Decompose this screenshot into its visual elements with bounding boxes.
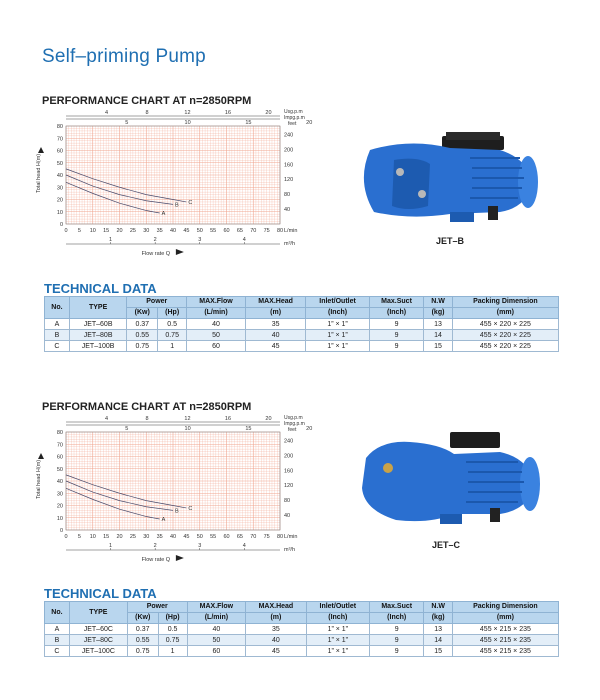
cell-flow: 50 [187,635,246,646]
cell-kw: 0.37 [127,319,158,330]
cell-no: B [45,635,70,646]
feet-tick-label: 200 [284,453,294,460]
feet-tick-label: 80 [284,192,291,199]
usg-tick-label: 8 [145,416,149,422]
x-tick-label: 25 [129,228,136,234]
performance-chart [30,410,320,566]
cell-flow: 40 [187,319,246,330]
table-row [45,341,559,352]
cell-dim: 455 × 220 × 225 [452,330,558,341]
feet-tick-label: 200 [284,147,294,154]
usg-tick-label: 16 [224,110,232,116]
col-power: Power [127,602,187,613]
cell-hp: 0.5 [158,624,187,635]
y-tick-label: 60 [56,454,63,461]
usg-tick-label: 4 [104,110,109,116]
performance-chart [30,104,320,260]
cell-type: JET–100C [69,646,127,657]
curve-a [66,182,160,213]
cell-flow: 60 [187,646,246,657]
cell-nw: 14 [424,635,452,646]
y-tick-label: 20 [56,503,63,510]
y-tick-label: 40 [56,173,63,179]
impg-tick-label: 10 [184,120,191,126]
arrow-right-icon [176,249,184,255]
pump-model-caption: JET–B [436,236,465,246]
col-io: Inlet/Outlet [306,602,369,613]
cell-type: JET–60B [69,319,127,330]
x-tick-label: 10 [89,228,96,234]
x-tick-label: 50 [196,228,203,234]
usg-tick-label: 4 [104,416,109,422]
col-head: MAX.Head [246,602,306,613]
cell-hp: 1 [158,646,187,657]
y-tick-label: 80 [56,124,63,130]
col-nw: N.W [424,297,452,308]
x-tick-label: 20 [116,534,123,540]
cell-dim: 455 × 215 × 235 [452,624,558,635]
x-tick-label: 25 [129,534,136,540]
usg-tick-label: 16 [224,416,232,422]
performance-chart-title: PERFORMANCE CHART AT n=2850RPM [42,95,252,107]
y-tick-label: 10 [56,515,63,522]
col-dim: Packing Dimension [452,602,558,613]
performance-chart-title: PERFORMANCE CHART AT n=2850RPM [42,401,252,413]
y-tick-label: 0 [59,222,63,228]
col-io-unit: (Inch) [306,308,369,319]
x-tick-label: 10 [89,534,96,540]
curve-label: C [188,199,193,206]
x-tick-label: 70 [250,228,257,234]
y-tick-label: 60 [56,148,63,155]
x-tick-label: 20 [116,228,123,234]
m3h-tick-label: 1 [109,237,113,243]
cell-io: 1” × 1” [306,635,369,646]
page-title: Self–priming Pump [42,46,206,67]
col-power: Power [127,297,187,308]
x-tick-label: 60 [223,228,230,234]
usg-tick-label: 8 [145,110,149,116]
impg-unit-label: Impg.p.m [284,421,305,427]
cell-suct: 9 [369,624,423,635]
cell-nw: 15 [424,341,452,352]
x-tick-label: 65 [236,228,243,234]
m3h-tick-label: 3 [198,237,202,243]
feet-tick-label: 160 [284,162,294,169]
cell-io: 1” × 1” [306,646,369,657]
m3h-tick-label: 1 [109,543,113,549]
curve-label: C [188,505,193,512]
cell-no: A [45,319,70,330]
impg-tick-label: 20 [306,426,313,432]
cell-type: JET–100B [69,341,127,352]
arrow-up-icon [38,147,44,153]
cell-type: JET–80C [69,635,127,646]
cell-no: A [45,624,70,635]
technical-data-table [44,601,559,657]
y-axis-title: Total head H(m) [36,459,42,499]
x-tick-label: 45 [183,534,190,540]
x-tick-label: 35 [156,534,163,540]
x-tick-label: 35 [156,228,163,234]
table-row [45,624,559,635]
cell-io: 1” × 1” [306,341,369,352]
x-tick-label: 5 [77,534,81,540]
m3h-unit-label: m³/h [284,241,295,247]
col-hp: (Hp) [158,613,187,624]
y-tick-label: 40 [56,479,63,485]
cell-kw: 0.75 [127,341,158,352]
cell-head: 40 [246,635,306,646]
x-axis-title: Flow rate Q [141,251,171,257]
x-tick-label: 45 [183,228,190,234]
col-flow: MAX.Flow [187,297,246,308]
usg-unit-label: Usg.p.m [284,109,303,115]
col-dim-unit: (mm) [452,308,558,319]
impg-tick-label: 5 [125,120,129,126]
pump-jet-c-image [350,428,550,528]
pump-jet-b-image [350,128,550,228]
cell-nw: 13 [424,624,452,635]
col-flow: MAX.Flow [187,602,246,613]
y-tick-label: 50 [56,466,63,473]
x-tick-label: 55 [210,228,217,234]
m3h-unit-label: m³/h [284,547,295,553]
y-tick-label: 10 [56,209,63,216]
curve-label: A [161,516,166,523]
col-nw: N.W [424,602,452,613]
x-tick-label: 55 [210,534,217,540]
x-unit-label: L/min [284,534,298,540]
cell-suct: 9 [369,635,423,646]
m3h-tick-label: 3 [198,543,202,549]
col-type: TYPE [69,602,127,624]
cell-head: 35 [246,624,306,635]
y-tick-label: 50 [56,160,63,167]
feet-unit-label: feet [288,427,297,433]
col-no: No. [45,297,70,319]
x-tick-label: 40 [169,228,177,234]
cell-no: C [45,646,70,657]
x-tick-label: 80 [276,534,284,540]
feet-tick-label: 40 [284,207,291,214]
cell-suct: 9 [369,330,424,341]
x-tick-label: 30 [143,534,150,540]
cell-io: 1” × 1” [306,319,369,330]
col-type: TYPE [69,297,127,319]
usg-tick-label: 20 [265,110,272,116]
col-hp: (Hp) [158,308,187,319]
impg-tick-label: 15 [245,120,252,126]
table-row [45,330,559,341]
x-axis-title: Flow rate Q [141,557,171,563]
feet-tick-label: 120 [284,483,294,490]
table-row [45,646,559,657]
x-tick-label: 30 [143,228,150,234]
col-head-unit: (m) [246,613,306,624]
cell-suct: 9 [369,646,423,657]
feet-unit-label: feet [288,121,297,127]
x-tick-label: 40 [169,534,177,540]
curve-a [66,488,160,519]
cell-nw: 15 [424,646,452,657]
technical-data-title: TECHNICAL DATA [44,586,157,601]
m3h-tick-label: 2 [153,543,157,549]
x-tick-label: 15 [103,228,110,234]
impg-tick-label: 10 [184,426,191,432]
cell-head: 35 [245,319,305,330]
x-tick-label: 60 [223,534,230,540]
col-kw: (Kw) [127,308,158,319]
col-flow-unit: (L/min) [187,613,246,624]
curve-label: A [161,210,166,217]
curve-label: B [175,508,179,515]
cell-kw: 0.55 [127,330,158,341]
x-tick-label: 50 [196,534,203,540]
x-tick-label: 75 [263,534,270,540]
y-tick-label: 70 [56,442,63,449]
cell-io: 1” × 1” [306,624,369,635]
col-io: Inlet/Outlet [306,297,369,308]
cell-hp: 0.5 [158,319,187,330]
feet-tick-label: 160 [284,468,294,475]
cell-type: JET–80B [69,330,127,341]
impg-tick-label: 5 [125,426,129,432]
y-tick-label: 20 [56,197,63,204]
x-tick-label: 80 [276,228,284,234]
technical-data-table [44,296,559,352]
col-no: No. [45,602,70,624]
feet-tick-label: 120 [284,177,294,184]
cell-suct: 9 [369,341,424,352]
usg-unit-label: Usg.p.m [284,415,303,421]
cell-flow: 60 [187,341,246,352]
col-suct: Max.Suct [369,297,424,308]
y-tick-label: 30 [56,491,63,498]
x-tick-label: 70 [250,534,257,540]
feet-tick-label: 40 [284,513,291,520]
cell-head: 40 [245,330,305,341]
cell-no: B [45,330,70,341]
cell-kw: 0.55 [127,635,158,646]
usg-tick-label: 20 [265,416,272,422]
cell-head: 45 [246,646,306,657]
feet-tick-label: 240 [284,438,294,445]
col-suct-unit: (Inch) [369,613,423,624]
cell-head: 45 [245,341,305,352]
col-suct: Max.Suct [369,602,423,613]
x-tick-label: 5 [77,228,81,234]
col-kw: (Kw) [127,613,158,624]
y-tick-label: 80 [56,430,63,436]
pump-model-caption: JET–C [432,540,461,550]
usg-tick-label: 12 [184,416,191,422]
impg-tick-label: 20 [306,120,313,126]
table-row [45,635,559,646]
col-nw-unit: (kg) [424,613,452,624]
col-flow-unit: (L/min) [187,308,246,319]
col-dim-unit: (mm) [452,613,558,624]
usg-tick-label: 12 [184,110,191,116]
y-axis-title: Total head H(m) [36,153,42,193]
cell-io: 1” × 1” [306,330,369,341]
x-tick-label: 75 [263,228,270,234]
feet-tick-label: 80 [284,498,291,505]
col-head-unit: (m) [245,308,305,319]
impg-tick-label: 15 [245,426,252,432]
cell-no: C [45,341,70,352]
cell-dim: 455 × 220 × 225 [452,341,558,352]
col-suct-unit: (Inch) [369,308,424,319]
cell-dim: 455 × 220 × 225 [452,319,558,330]
y-tick-label: 70 [56,136,63,143]
x-tick-label: 0 [64,228,68,234]
arrow-up-icon [38,453,44,459]
cell-nw: 14 [424,330,452,341]
y-tick-label: 30 [56,185,63,192]
col-nw-unit: (kg) [424,308,452,319]
x-unit-label: L/min [284,228,298,234]
m3h-tick-label: 4 [242,543,246,549]
cell-type: JET–60C [69,624,127,635]
col-dim: Packing Dimension [452,297,558,308]
cell-kw: 0.37 [127,624,158,635]
cell-kw: 0.75 [127,646,158,657]
cell-hp: 0.75 [158,330,187,341]
cell-flow: 40 [187,624,246,635]
cell-hp: 1 [158,341,187,352]
table-row [45,319,559,330]
cell-dim: 455 × 215 × 235 [452,635,558,646]
x-tick-label: 0 [64,534,68,540]
technical-data-title: TECHNICAL DATA [44,281,157,296]
m3h-tick-label: 2 [153,237,157,243]
feet-tick-label: 240 [284,132,294,139]
curve-label: B [175,202,179,209]
y-tick-label: 0 [59,528,63,534]
x-tick-label: 65 [236,534,243,540]
cell-nw: 13 [424,319,452,330]
col-io-unit: (Inch) [306,613,369,624]
arrow-right-icon [176,555,184,561]
cell-dim: 455 × 215 × 235 [452,646,558,657]
x-tick-label: 15 [103,534,110,540]
cell-hp: 0.75 [158,635,187,646]
col-head: MAX.Head [245,297,305,308]
m3h-tick-label: 4 [242,237,246,243]
cell-suct: 9 [369,319,424,330]
cell-flow: 50 [187,330,246,341]
impg-unit-label: Impg.p.m [284,115,305,121]
